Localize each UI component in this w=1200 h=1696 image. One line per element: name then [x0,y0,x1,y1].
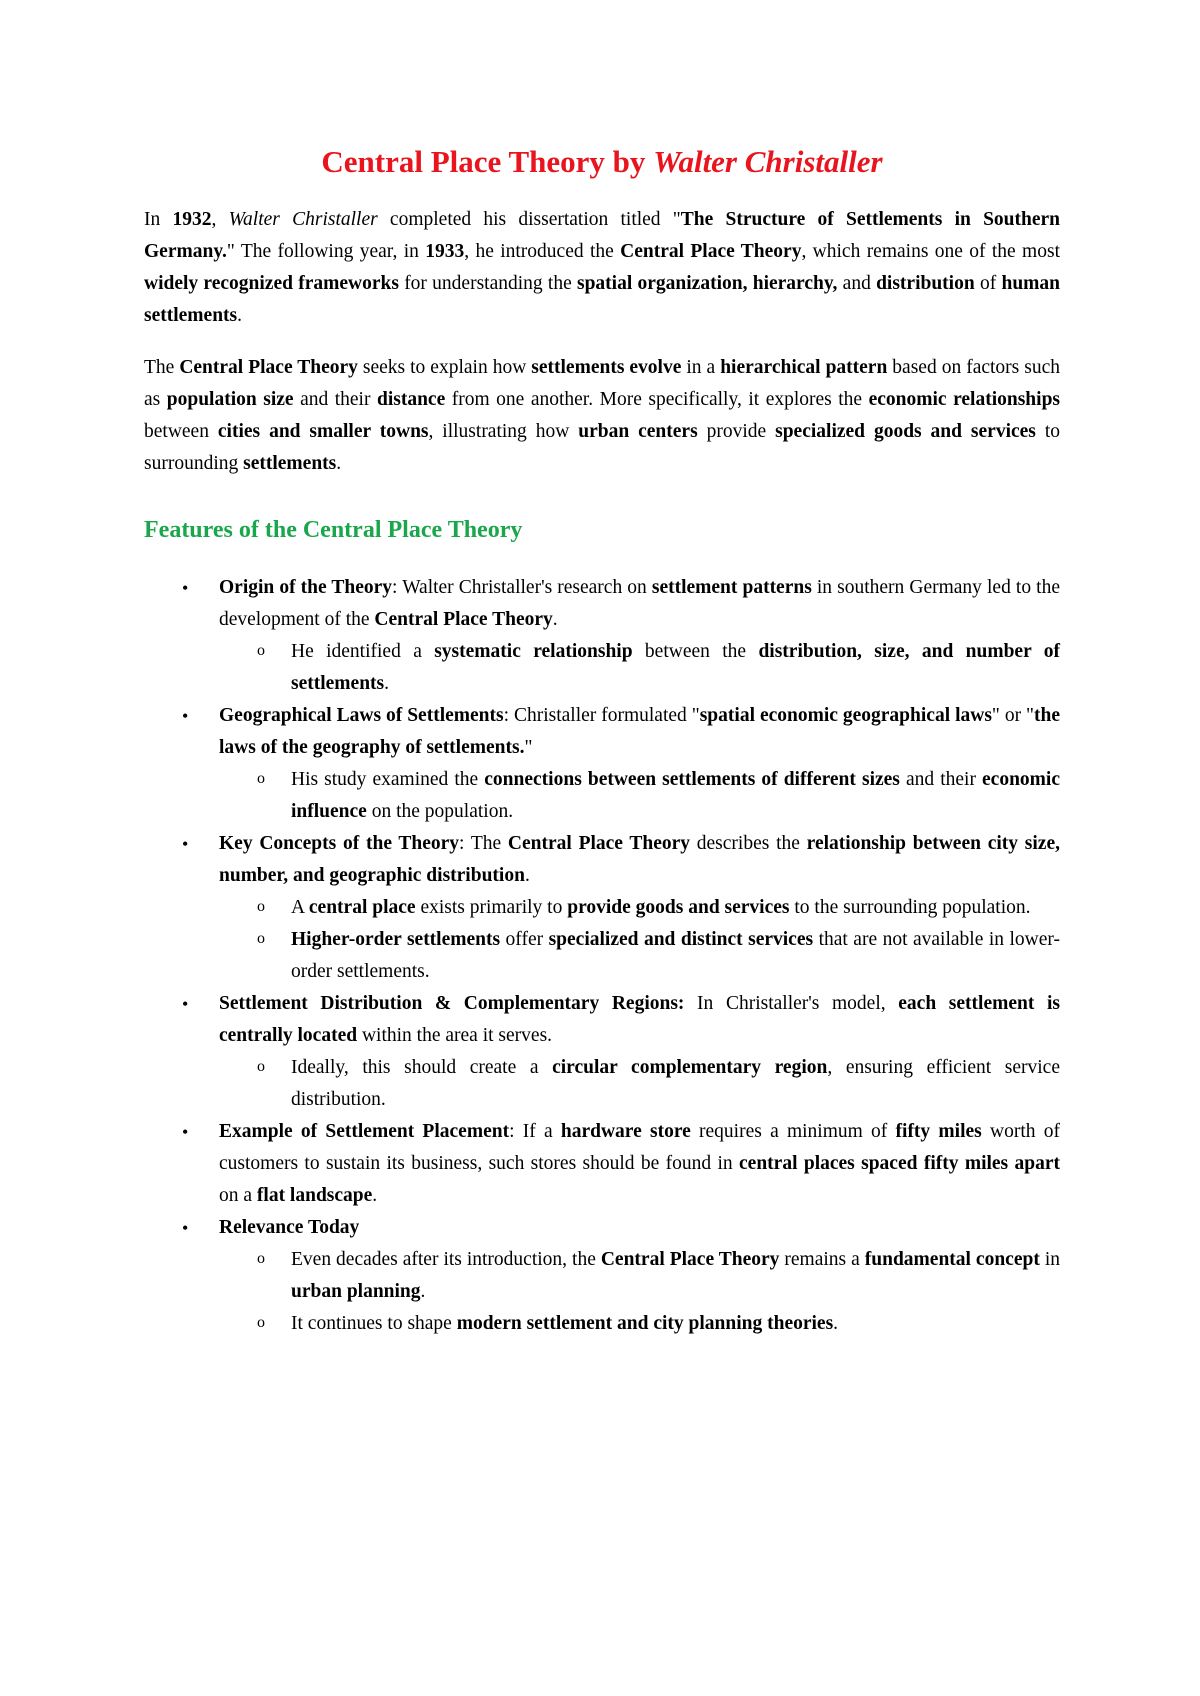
bold-text: Higher-order settlements [291,929,501,950]
bold-text: each settlement is centrally located [219,993,1060,1046]
text-run: between the [632,641,759,662]
bold-text: human settlements [144,273,1060,326]
text-run: . [372,1185,378,1206]
text-run: from one another. More specifically, it explores the [445,389,869,410]
bullet-icon: • [182,834,189,854]
sub-bullet-icon: o [257,642,265,659]
bold-text: The Structure of Settlements in Southern Germany. [144,209,1061,262]
bold-text: cities and smaller towns [217,421,429,442]
text-run: He identified a [291,641,435,662]
bold-text: flat landscape [256,1185,373,1206]
bold-text: urban centers [578,421,698,442]
sub-item [219,1244,1060,1308]
bold-text: widely recognized frameworks [144,273,399,294]
text-run: in [1039,1249,1060,1270]
bold-text: distribution [876,273,975,294]
feature-item [144,988,1060,1116]
text-run: offer [500,929,549,950]
sub-list [219,764,1060,828]
bold-text: fundamental concept [864,1249,1040,1270]
title-author: Walter Christaller [653,144,883,179]
bold-text: 1932 [172,209,212,230]
bold-text: connections between settlements of different sizes [484,769,900,790]
text-run: Ideally, this should create a [291,1057,553,1078]
bold-text: settlements [243,453,337,474]
bold-text: central place [308,897,416,918]
text-run: provide [697,421,776,442]
title-prefix: Central Place Theory by [321,144,654,179]
page-title [144,140,1060,184]
text-run: in a [681,357,721,378]
text-run: , which remains one of the most [801,241,1060,262]
text-run: A [291,897,309,918]
section-heading: Features of the Central Place Theory [144,517,523,543]
bullet-icon: • [182,1218,189,1238]
text-run: , illustrating how [428,421,579,442]
bold-text: Geographical Laws of Settlements [219,705,504,726]
bold-text: systematic relationship [434,641,633,662]
text-run: . [336,453,342,474]
text-run: remains a [779,1249,865,1270]
sub-bullet-icon: o [257,770,265,787]
text-run: . [237,305,243,326]
bold-text: Origin of the Theory [219,577,393,598]
text-run: requires a minimum of [690,1121,896,1142]
text-run: within the area it serves. [357,1025,553,1046]
text-run: . [552,609,558,630]
bullet-icon: • [182,578,189,598]
text-run: completed his dissertation titled " [377,209,681,230]
text-run: : Walter Christaller's research on [392,577,652,598]
text-run: that are not available in lower-order settlements. [291,929,1060,982]
bold-text: the laws of the geography of settlements. [219,705,1060,758]
feature-text [219,828,1060,892]
text-run: of [974,273,1002,294]
text-run: , [211,209,229,230]
bold-text: distribution, size, and number of settlements [291,641,1060,694]
intro-section [144,204,1060,480]
bold-text: provide goods and services [567,897,790,918]
bold-text: settlements evolve [531,357,682,378]
text-run: to surrounding [144,421,1060,474]
sub-item-text [291,1052,1060,1116]
text-run: " [524,737,533,758]
bold-text: Central Place Theory [507,833,691,854]
feature-text [219,572,1060,636]
text-run: , ensuring efficient service distribution. [291,1057,1060,1110]
text-run: . [833,1313,839,1334]
text-run: It continues to shape [291,1313,457,1334]
intro-paragraph [144,204,1060,332]
sub-list [219,1052,1060,1116]
sub-item-text [291,924,1060,988]
sub-item-text [291,892,1060,924]
text-run: . [420,1281,426,1302]
bullet-icon: • [182,706,189,726]
sub-item [219,924,1060,988]
sub-item [219,892,1060,924]
text-run: " The following year, in [226,241,426,262]
bold-text: Key Concepts of the Theory [219,833,460,854]
sub-item [219,764,1060,828]
text-run: " or " [991,705,1034,726]
text-run: . [524,865,530,886]
sub-item [219,636,1060,700]
text-run: : The [459,833,508,854]
bold-text: economic influence [291,769,1060,822]
bold-text: urban planning [291,1281,421,1302]
text-run: Even decades after its introduction, the [291,1249,601,1270]
sub-list [219,636,1060,700]
text-run: exists primarily to [415,897,568,918]
text-run: between [144,421,218,442]
sub-item [219,1052,1060,1116]
text-run: on the population. [366,801,514,822]
bold-text: distance [376,389,446,410]
bold-text: Central Place Theory [600,1249,780,1270]
bold-text: Central Place Theory [620,241,802,262]
bold-text: settlement patterns [651,577,812,598]
bold-text: population size [166,389,294,410]
text-run: His study examined the [291,769,485,790]
feature-text [219,988,1060,1052]
bold-text: circular complementary region [552,1057,828,1078]
bullet-icon: • [182,994,189,1014]
features-list [144,572,1060,1340]
italic-text: Walter Christaller [228,209,378,230]
bold-text: Central Place Theory [374,609,553,630]
text-run: In [144,209,173,230]
bold-text: modern settlement and city planning theories [456,1313,834,1334]
text-run: to the surrounding population. [789,897,1031,918]
intro-paragraph [144,352,1060,480]
text-run: and their [899,769,983,790]
text-run: In Christaller's model, [684,993,899,1014]
bold-text: relationship between city size, number, and geographic distribution [219,833,1060,886]
bold-text: Central Place Theory [179,357,358,378]
bold-text: Relevance Today [219,1217,360,1238]
bold-text: central places spaced fifty miles apart [739,1153,1060,1174]
sub-item-text [291,1244,1060,1308]
text-run: . [384,673,390,694]
bold-text: fifty miles [895,1121,982,1142]
text-run: : If a [509,1121,561,1142]
text-run: and [837,273,877,294]
text-run: worth of customers to sustain its business, such stores should be found in [219,1121,1060,1174]
bullet-icon: • [182,1122,189,1142]
sub-bullet-icon: o [257,1058,265,1075]
text-run: based on factors such as [144,357,1060,410]
sub-bullet-icon: o [257,1250,265,1267]
feature-item [144,1212,1060,1340]
sub-item-text [291,1308,1060,1340]
sub-item-text [291,764,1060,828]
sub-item [219,1308,1060,1340]
bold-text: Settlement Distribution & Complementary Regions: [219,993,685,1014]
feature-item [144,828,1060,988]
feature-item [144,700,1060,828]
text-run: on a [219,1185,257,1206]
text-run: The [144,357,180,378]
bold-text: spatial economic geographical laws [699,705,992,726]
text-run: describes the [690,833,807,854]
feature-text [219,1116,1060,1212]
bold-text: hardware store [560,1121,691,1142]
bold-text: economic relationships [868,389,1061,410]
sub-bullet-icon: o [257,1314,265,1331]
feature-item [144,1116,1060,1212]
text-run: in southern Germany led to the development of the [219,577,1060,630]
sub-bullet-icon: o [257,930,265,947]
text-run: seeks to explain how [357,357,532,378]
text-run: and their [293,389,377,410]
bold-text: Example of Settlement Placement [219,1121,510,1142]
sub-item-text [291,636,1060,700]
text-run: , he introduced the [464,241,621,262]
text-run: : Christaller formulated " [503,705,700,726]
sub-list [219,1244,1060,1340]
bold-text: specialized and distinct services [548,929,814,950]
bold-text: specialized goods and services [775,421,1036,442]
bold-text: 1933 [425,241,465,262]
feature-text [219,1212,1060,1244]
sub-list [219,892,1060,988]
bold-text: spatial organization, hierarchy, [577,273,838,294]
bold-text: hierarchical pattern [720,357,888,378]
feature-text [219,700,1060,764]
sub-bullet-icon: o [257,898,265,915]
text-run: for understanding the [398,273,577,294]
feature-item [144,572,1060,700]
